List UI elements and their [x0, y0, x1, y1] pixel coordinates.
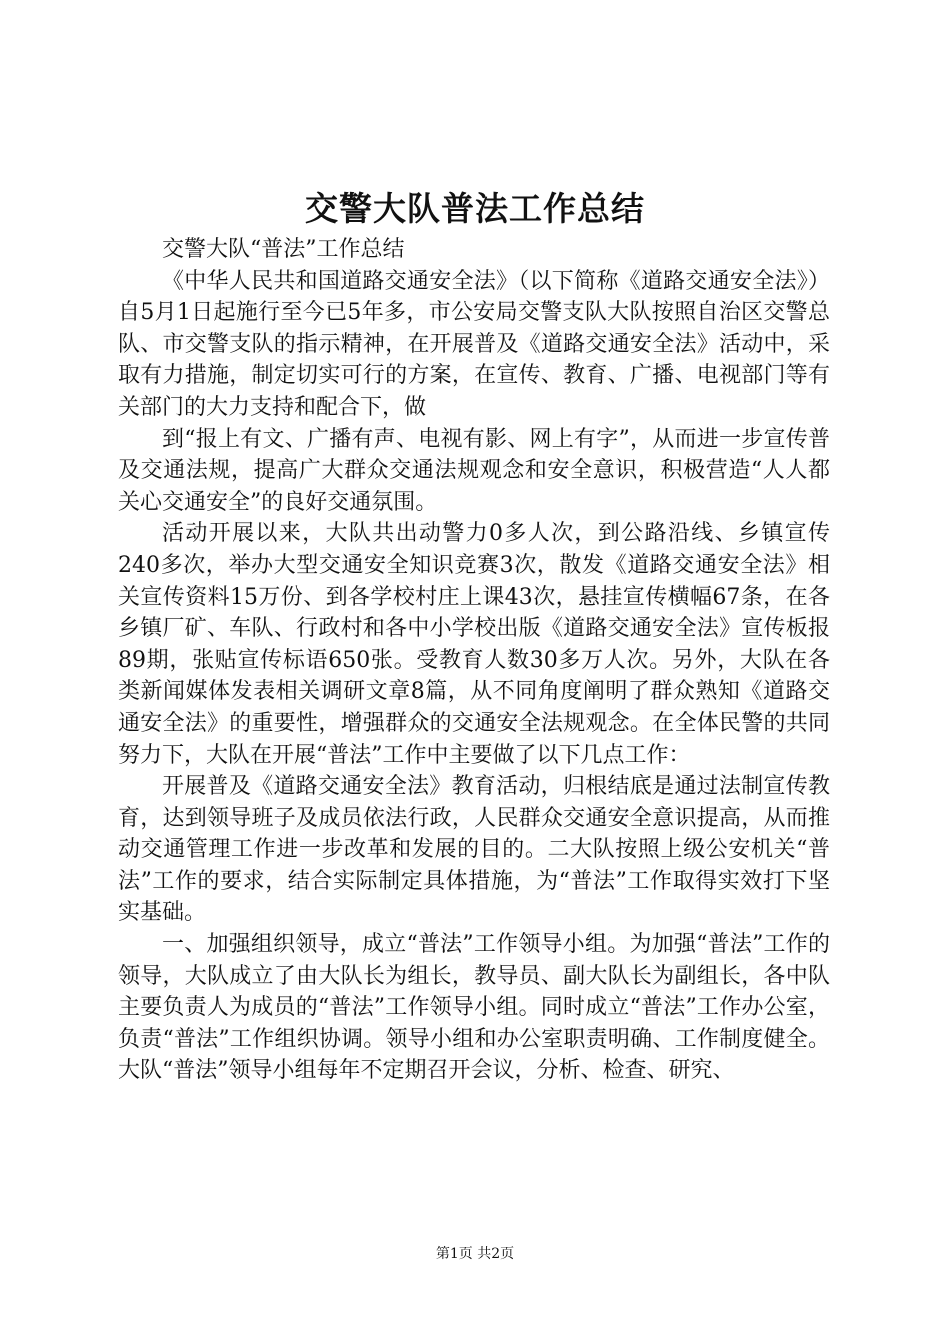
document-body: [118, 234, 830, 1087]
paragraph-subtitle: 交警大队“普法”工作总结: [162, 237, 405, 262]
paragraph: 活动开展以来，大队共出动警力0多人次，到公路沿线、乡镇宣传240多次，举办大型交通安全知识竞赛3次，散发《道路交通安全法》相关宣传资料15万份、到各学校村庄上课43次，悬挂宣传横幅67条，在各乡镇厂矿、车队、行政村和各中小学校出版《道路交通安全法》宣传板报89期，张贴宣传标语650张。受教育人数30多万人次。另外，大队在各类新闻媒体发表相关调研文章8篇，从不同角度阐明了群众熟知《道路交通安全法》的重要性，增强群众的交通安全法规观念。在全体民警的共同努力下，大队在开展“普法”工作中主要做了以下几点工作：: [118, 521, 830, 768]
document-title: 交警大队普法工作总结: [305, 189, 645, 228]
paragraph: 一、加强组织领导，成立“普法”工作领导小组。为加强“普法”工作的领导，大队成立了由大队长为组长，教导员、副大队长为副组长，各中队主要负责人为成员的“普法”工作领导小组。同时成立“普法”工作办公室，负责“普法”工作组织协调。领导小组和办公室职责明确、工作制度健全。大队“普法”领导小组每年不定期召开会议，分析、检查、研究、: [118, 932, 830, 1084]
paragraph: 开展普及《道路交通安全法》教育活动，归根结底是通过法制宣传教育，达到领导班子及成员依法行政，人民群众交通安全意识提高，从而推动交通管理工作进一步改革和发展的目的。二大队按照上级公安机关“普法”工作的要求，结合实际制定具体措施，为“普法”工作取得实效打下坚实基础。: [118, 774, 830, 926]
page-number-footer: 第1页 共2页: [435, 1246, 515, 1262]
paragraph: 《中华人民共和国道路交通安全法》（以下简称《道路交通安全法》）自5月1日起施行至今已5年多，市公安局交警支队大队按照自治区交警总队、市交警支队的指示精神，在开展普及《道路交通安全法》活动中，采取有力措施，制定切实可行的方案，在宣传、教育、广播、电视部门等有关部门的大力支持和配合下，做: [118, 268, 830, 420]
paragraph: 到“报上有文、广播有声、电视有影、网上有字”，从而进一步宣传普及交通法规，提高广大群众交通法规观念和安全意识，积极营造“人人都关心交通安全”的良好交通氛围。: [118, 426, 830, 515]
